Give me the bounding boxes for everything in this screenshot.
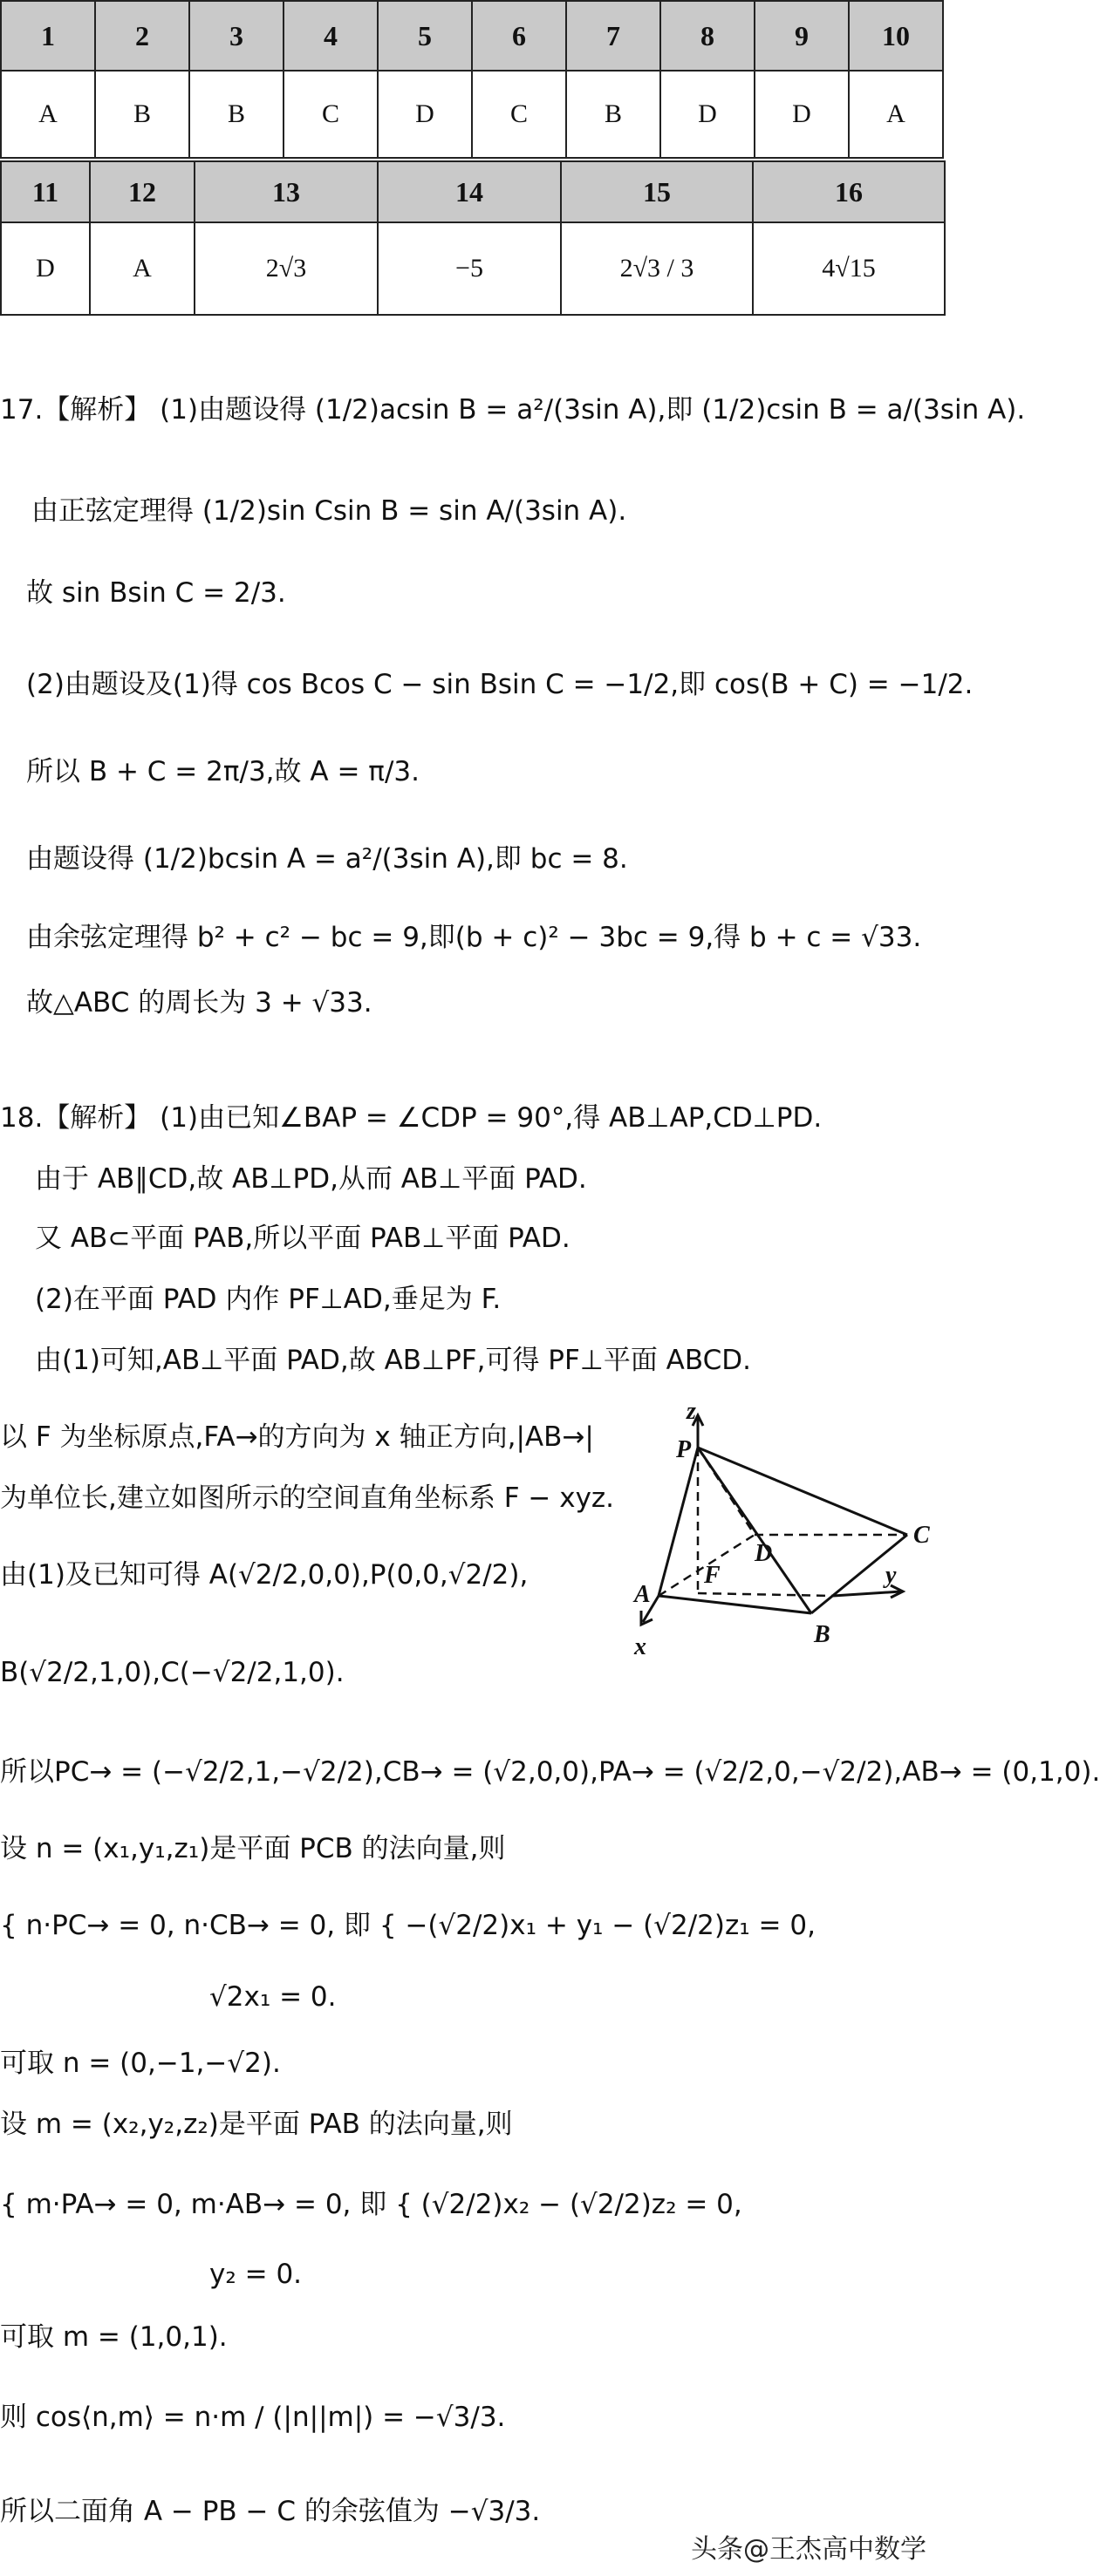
table-answer-cell: D (378, 71, 472, 158)
table-answer-cell: D (1, 222, 90, 315)
q18-line-10: 所以PC→ = (−√2/2,1,−√2/2),CB→ = (√2,0,0),PA→ = (√2/2,0,−√2/2),AB→ = (0,1,0). (0, 1756, 1100, 1788)
table-answer-cell: B (566, 71, 660, 158)
q18-line-14: 可取 n = (0,−1,−√2). (0, 2048, 281, 2079)
table-answer-cell: B (95, 71, 189, 158)
q18-line-20: 所以二面角 A − PB − C 的余弦值为 −√3/3. (0, 2496, 541, 2527)
table-header-cell: 7 (566, 1, 660, 71)
q18-line-3: 又 AB⊂平面 PAB,所以平面 PAB⊥平面 PAD. (35, 1223, 570, 1254)
table-answer-cell: 4√15 (753, 222, 945, 315)
label-c: C (913, 1522, 930, 1549)
label-z: z (687, 1398, 696, 1425)
table-answer-cell: C (284, 71, 378, 158)
q17-line-2: 由正弦定理得 (1/2)sin Csin B = sin A/(3sin A). (31, 495, 627, 527)
q17-line-5: 所以 B + C = 2π/3,故 A = π/3. (26, 756, 420, 787)
answer-table-1 (0, 0, 944, 159)
q17-line-4: (2)由题设及(1)得 cos Bcos C − sin Bsin C = −1/2,即 cos(B + C) = −1/2. (26, 669, 974, 700)
label-p: P (676, 1436, 692, 1463)
table-header-row (1, 1, 943, 71)
table-header-cell: 2 (95, 1, 189, 71)
q17-line-1: 17.【解析】 (1)由题设得 (1/2)acsin B = a²/(3sin A),即 (1/2)csin B = a/(3sin A). (0, 394, 1026, 426)
q18-line-1: 18.【解析】 (1)由已知∠BAP = ∠CDP = 90°,得 AB⊥AP,CD⊥PD. (0, 1102, 823, 1134)
q18-line-7: 为单位长,建立如图所示的空间直角坐标系 F − xyz. (0, 1482, 615, 1514)
table-header-cell: 10 (849, 1, 943, 71)
q18-line-19: 则 cos⟨n,m⟩ = n·m / (|n||m|) = −√3/3. (0, 2402, 506, 2433)
q18-line-12: { n·PC→ = 0, n·CB→ = 0, 即 { −(√2/2)x₁ + y₁ − (√2/2)z₁ = 0, (0, 1910, 816, 1941)
label-a: A (634, 1581, 651, 1608)
label-b: B (814, 1621, 830, 1648)
watermark: 头条@王杰高中数学 (691, 2534, 926, 2565)
table-answer-cell: C (472, 71, 566, 158)
table-answer-cell: D (755, 71, 849, 158)
q18-line-8: 由(1)及已知可得 A(√2/2,0,0),P(0,0,√2/2), (0, 1559, 529, 1591)
table-header-cell: 1 (1, 1, 95, 71)
table-answer-row (1, 71, 943, 158)
table-header-row (1, 161, 945, 222)
q18-line-16: { m·PA→ = 0, m·AB→ = 0, 即 { (√2/2)x₂ − (√2/2)z₂ = 0, (0, 2189, 742, 2220)
label-f: F (704, 1562, 721, 1589)
table-answer-cell: −5 (378, 222, 561, 315)
table-answer-cell: A (90, 222, 195, 315)
table-header-cell: 5 (378, 1, 472, 71)
q18-line-9: B(√2/2,1,0),C(−√2/2,1,0). (0, 1657, 345, 1688)
label-y: y (885, 1562, 897, 1589)
table-answer-cell: A (1, 71, 95, 158)
q18-line-15: 设 m = (x₂,y₂,z₂)是平面 PAB 的法向量,则 (0, 2109, 513, 2140)
q17-line-6: 由题设得 (1/2)bcsin A = a²/(3sin A),即 bc = 8. (26, 843, 628, 875)
q18-line-13: √2x₁ = 0. (209, 1981, 337, 2013)
q17-line-7: 由余弦定理得 b² + c² − bc = 9,即(b + c)² − 3bc = 9,得 b + c = √33. (26, 922, 922, 953)
table-header-cell: 13 (195, 161, 378, 222)
table-header-cell: 8 (660, 1, 755, 71)
answer-table-2 (0, 160, 946, 316)
pyramid-figure (624, 1398, 938, 1670)
label-d: D (755, 1540, 773, 1567)
table-header-cell: 6 (472, 1, 566, 71)
label-x: x (634, 1633, 646, 1660)
table-answer-cell: A (849, 71, 943, 158)
q18-line-4: (2)在平面 PAD 内作 PF⊥AD,垂足为 F. (35, 1284, 502, 1315)
q18-line-2: 由于 AB∥CD,故 AB⊥PD,从而 AB⊥平面 PAD. (35, 1163, 587, 1195)
table-header-cell: 12 (90, 161, 195, 222)
q17-line-3: 故 sin Bsin C = 2/3. (26, 577, 286, 609)
q18-line-5: 由(1)可知,AB⊥平面 PAD,故 AB⊥PF,可得 PF⊥平面 ABCD. (35, 1345, 751, 1376)
table-answer-row (1, 222, 945, 315)
table-header-cell: 11 (1, 161, 90, 222)
table-header-cell: 4 (284, 1, 378, 71)
table-header-cell: 14 (378, 161, 561, 222)
q18-line-6: 以 F 为坐标原点,FA→的方向为 x 轴正方向,|AB→| (0, 1421, 594, 1453)
q18-line-18: 可取 m = (1,0,1). (0, 2321, 228, 2353)
table-header-cell: 3 (189, 1, 284, 71)
q18-line-11: 设 n = (x₁,y₁,z₁)是平面 PCB 的法向量,则 (0, 1833, 506, 1864)
table-header-cell: 15 (561, 161, 753, 222)
table-header-cell: 16 (753, 161, 945, 222)
table-answer-cell: 2√3 / 3 (561, 222, 753, 315)
q17-line-8: 故△ABC 的周长为 3 + √33. (26, 987, 372, 1019)
table-answer-cell: B (189, 71, 284, 158)
q18-line-17: y₂ = 0. (209, 2259, 303, 2290)
table-header-cell: 9 (755, 1, 849, 71)
table-answer-cell: 2√3 (195, 222, 378, 315)
table-answer-cell: D (660, 71, 755, 158)
